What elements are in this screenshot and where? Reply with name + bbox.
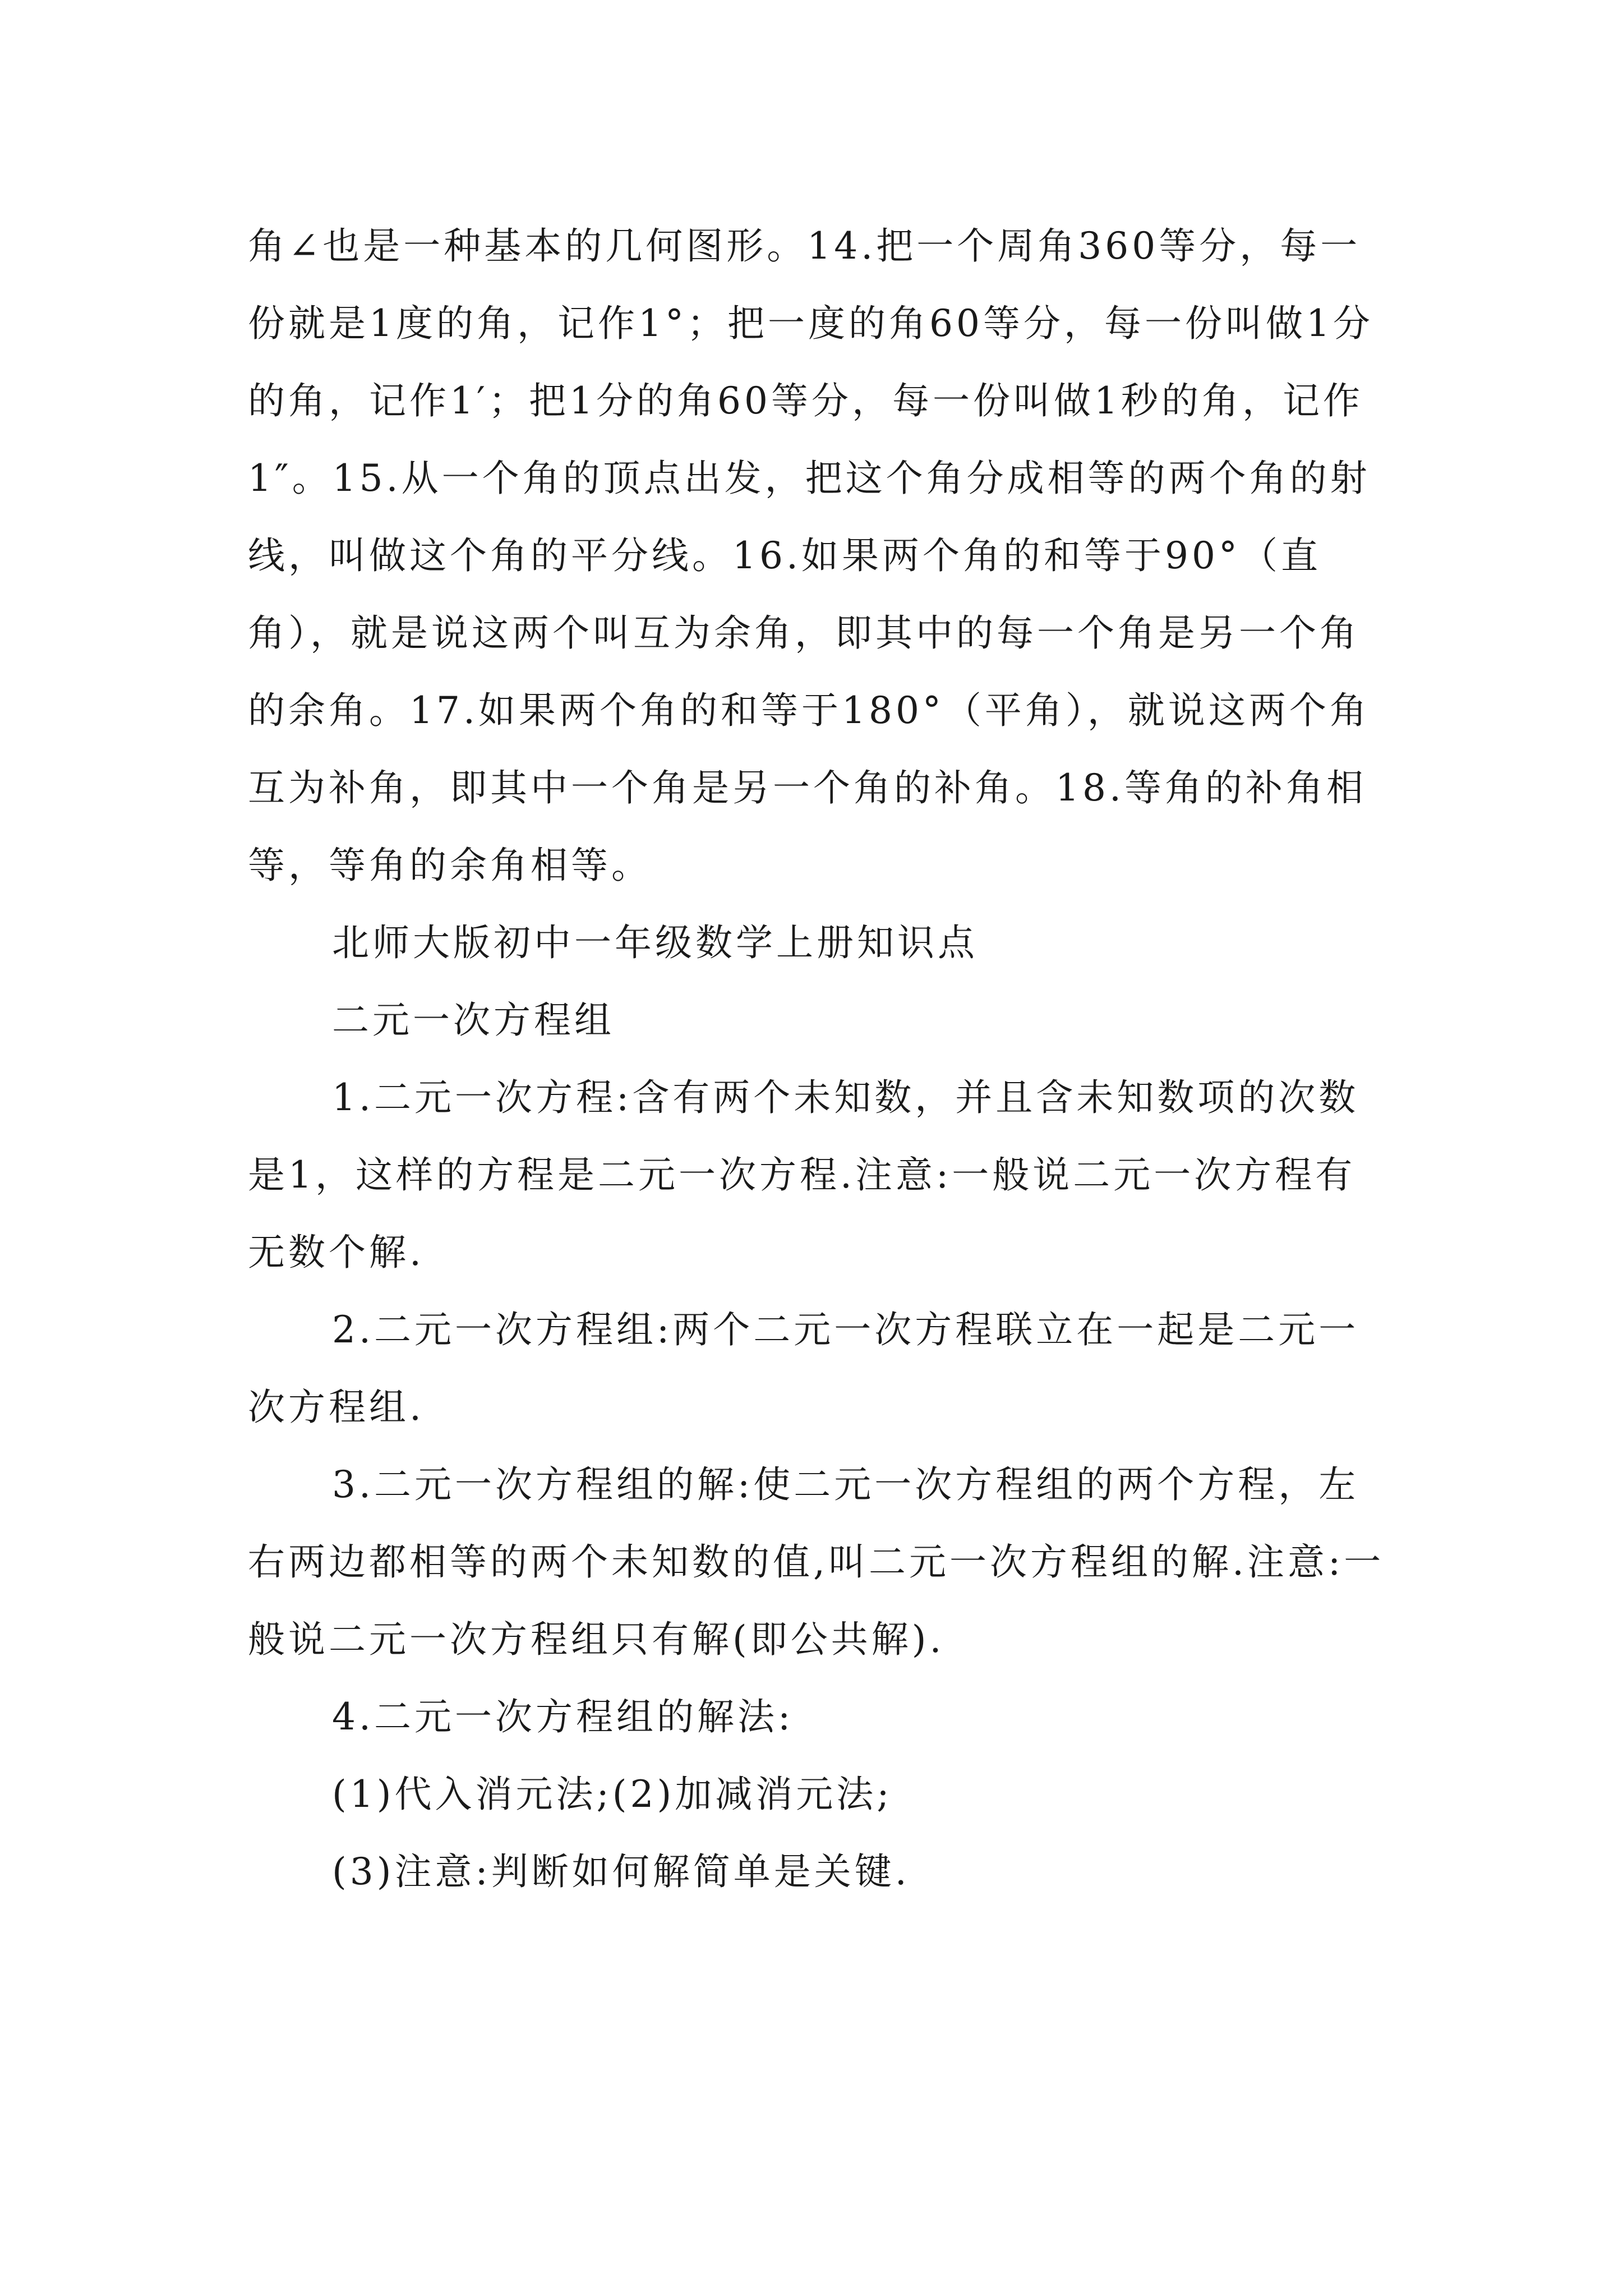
intro-paragraph: 角∠也是一种基本的几何图形。14.把一个周角360等分，每一份就是1度的角，记作1°；把一度的角60等分，每一份叫做1分的角，记作1′；把1分的角60等分，每一份叫做1秒的角，记作1″。15.从一个角的顶点出发，把这个角分成相等的两个角的射线，叫做这个角的平分线。16.如果两个角的和等于90°（直角），就是说这两个叫互为余角，即其中的每一个角是另一个角的余角。17.如果两个角的和等于180°（平角），就说这两个角互为补角，即其中一个角是另一个角的补角。18.等角的补角相等，等角的余角相等。 [248,224,1373,887]
item-4: 4.二元一次方程组的解法: [332,1695,794,1738]
section-subtitle: 二元一次方程组 [332,999,615,1042]
item-4-method-3: (3)注意:判断如何解简单是关键. [332,1850,910,1893]
document-body [248,208,1392,1911]
item-1: 1.二元一次方程:含有两个未知数，并且含未知数项的次数是1，这样的方程是二元一次方程.注意:一般说二元一次方程有无数个解. [248,1076,1359,1274]
item-4-method-1-2: (1)代入消元法;(2)加减消元法; [332,1773,893,1816]
item-2: 2.二元一次方程组:两个二元一次方程联立在一起是二元一次方程组. [248,1308,1359,1429]
item-3: 3.二元一次方程组的解:使二元一次方程组的两个方程，左右两边都相等的两个未知数的值,叫二元一次方程组的解.注意:一般说二元一次方程组只有解(即公共解). [248,1463,1385,1661]
section-title: 北师大版初中一年级数学上册知识点 [332,921,978,964]
